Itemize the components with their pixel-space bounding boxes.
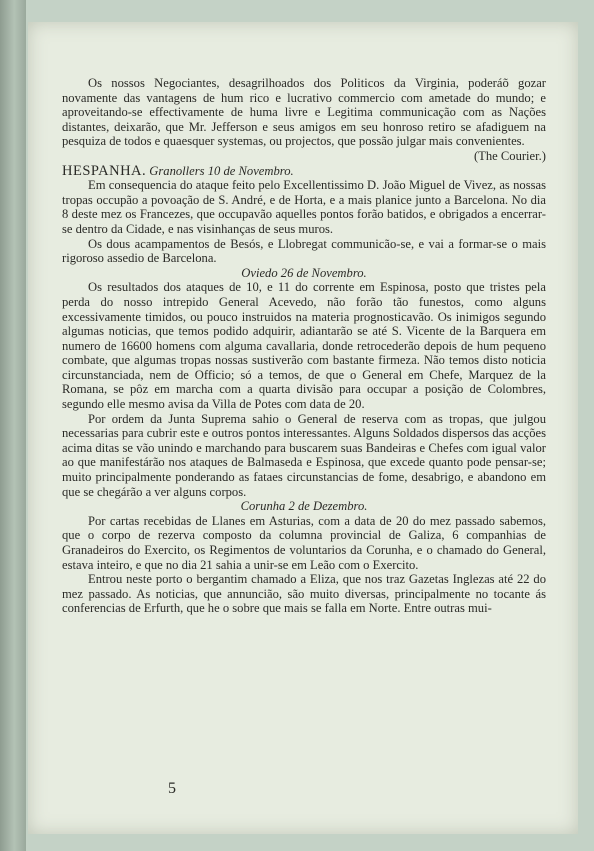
- paragraph-besos: Os dous acampamentos de Besós, e Llobregat communicão-se, e vai a formar-se o mais rigoroso assedio de Barcelona.: [62, 236, 546, 266]
- dateline-corunha: Corunha 2 de Dezembro.: [240, 499, 368, 514]
- paragraph-barcelona: Em consequencia do ataque feito pelo Excellentissimo D. João Miguel de Vivez, as nossas tropas occupão a povoação de S. André, e de Horta, e a mais planice junto a Barcelona. No dia 8 deste mez os Francezes, que occupavão aquelles pontos forão batidos, e obrigados a encerrar-se dentro da Cidade, e nas visinhanças de seus muros.: [62, 178, 546, 236]
- paragraph-eliza: Entrou neste porto o bergantim chamado a Eliza, que nos traz Gazetas Inglezas até 22 do mez passado. As noticias, que annuncião, são muito diversas, principalmente no tocante ás conferencias de Erfurth, que he o sobre que mais se falla em Norte. Entre outras mui-: [62, 572, 546, 616]
- section-title: HESPANHA.: [62, 162, 147, 179]
- paragraph-espinosa: Os resultados dos ataques de 10, e 11 do corrente em Espinosa, posto que tristes pela perda do nosso intrepido General Acevedo, não forão tão funestos, como alguns excessivamente timidos, ou pouco instruidos na materia prognosticavão. Os inimigos segundo algumas noticias, que temos podido adquirir, adiantarão se até S. Vicente de la Barquera em numero de 16600 homens com alguma cavallaria, donde retrocederão depois de hum pequeno combate, que algumas tropas nossas sustiverão com bastante firmeza. Não temos disto noticia circunstanciada, nem de Officio; só a temos, de que o General em Chefe, Marquez de la Romana, se pôz em marcha com a quarta divisão para occupar a posição de Colombres, segundo elle mesmo avisa da Villa de Potes com data de 20.: [62, 280, 546, 412]
- paragraph-commerce: Os nossos Negociantes, desagrilhoados dos Politicos da Virginia, poderáõ gozar novamente das vantagens de hum rico e lucrativo commercio com ametade do mundo; e aproveitando-se effectivamente de huma livre e Legitima communicação com as Nações distantes, deixarão, que Mr. Jefferson e seus amigos em seu honroso retiro se afadiguem na pesquiza de todos e quaesquer systemas, ou projectos, que possão julgar mais convenientes.: [62, 76, 546, 149]
- dateline-granollers: Granollers 10 de Novembro.: [149, 163, 294, 178]
- paragraph-llanes: Por cartas recebidas de Llanes em Asturias, com a data de 20 do mez passado sabemos, que o corpo de rezerva composto da columna provincial de Galiza, 6 companhias de Granadeiros do Exercito, os Regimentos de voluntarios da Corunha, e o chamado do General, estava inteiro, e que no dia 21 sahia a unir-se em Leão com o Exercito.: [62, 513, 546, 572]
- newspaper-page: [28, 22, 578, 834]
- dateline-oviedo: Oviedo 26 de Novembro.: [241, 265, 367, 280]
- page-text: [62, 76, 546, 616]
- source-credit: (The Courier.): [473, 148, 546, 163]
- page-number: 5: [168, 780, 176, 797]
- book-binding-edge: [0, 0, 26, 851]
- section-heading: [62, 164, 546, 179]
- paragraph-reserve: Por ordem da Junta Suprema sahio o General de reserva com as tropas, que julgou necessarias para cubrir este e outros pontos interessantes. Alguns Soldados dispersos das acções acima ditas se vão unindo e marchando para buscarem suas Bandeiras e Chefes com igual valor ao que manifestárão nos ataques de Balmaseda e Espinosa, que excede quanto pode pensar-se; muito principalmente ponderando as fataes circunstancias de fome, desabrigo, e abandono em que se chegárão a ver alguns corpos.: [62, 411, 546, 499]
